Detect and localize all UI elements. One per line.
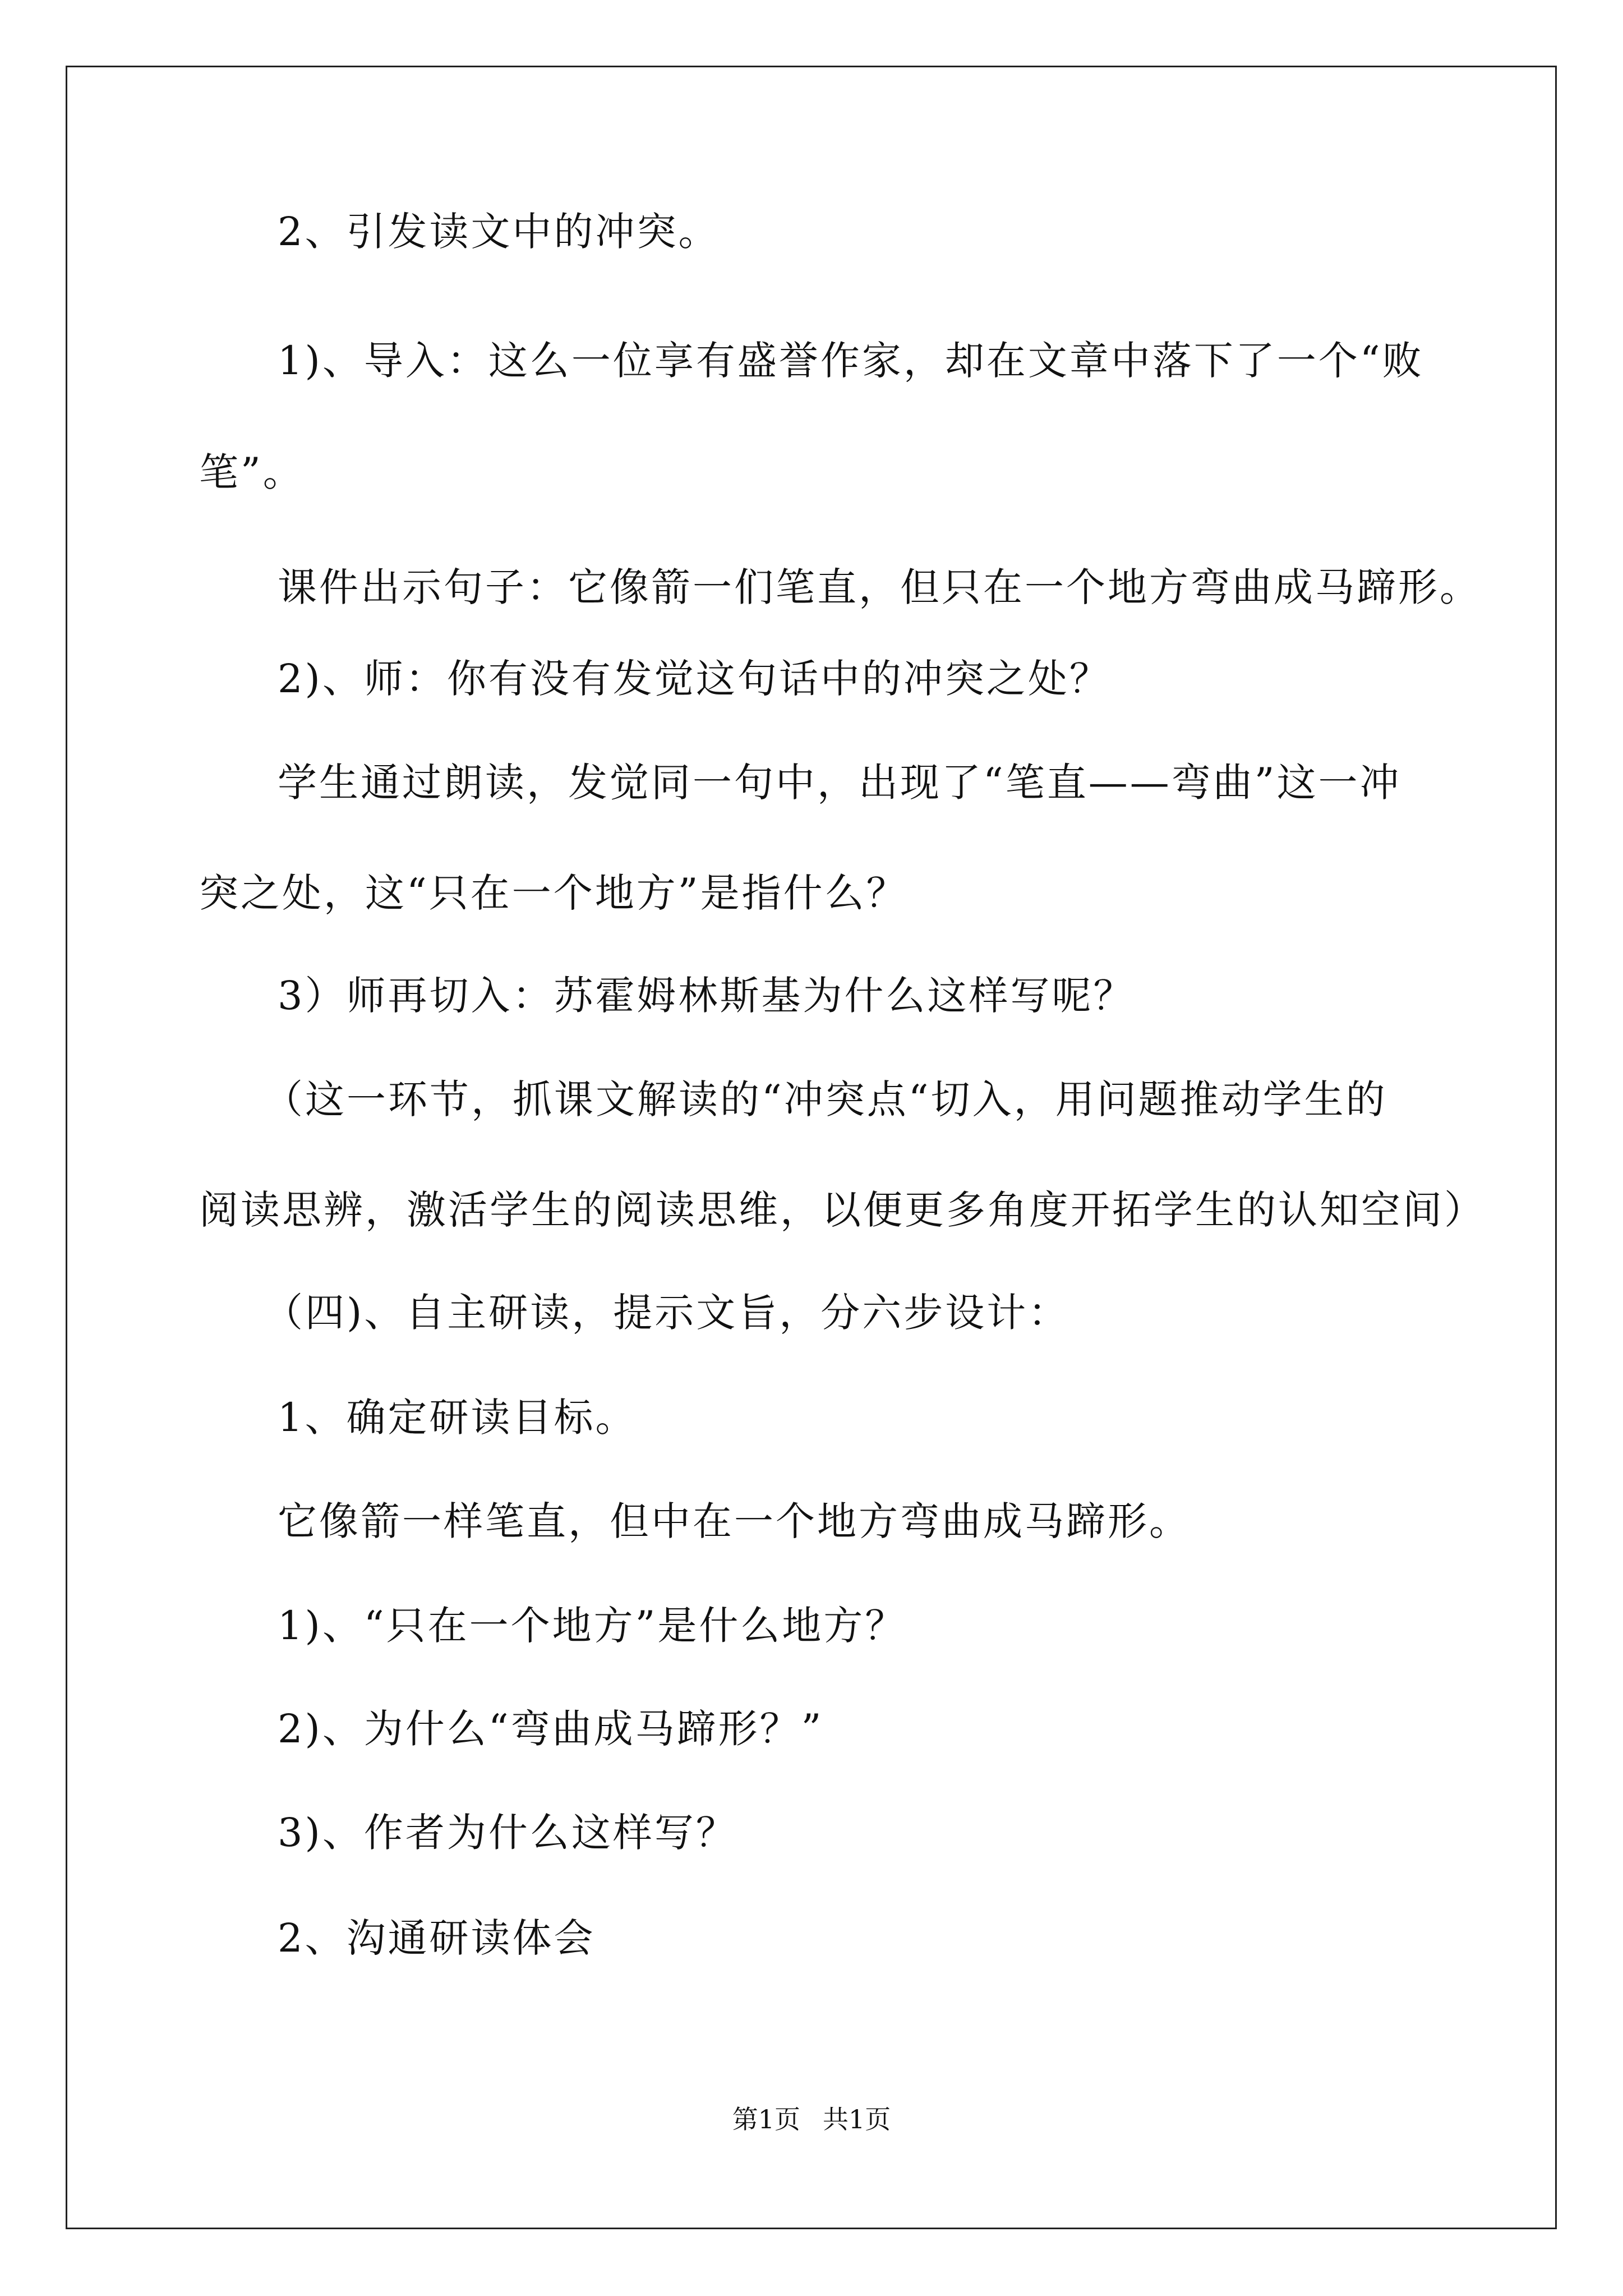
page-footer xyxy=(0,2102,1623,2136)
paragraph-line: （四)、自主研读，提示文旨，分六步设计： xyxy=(264,1290,1070,1336)
page-number: 第1页 xyxy=(732,2104,800,2134)
paragraph-line: 1、确定研读目标。 xyxy=(278,1395,637,1441)
paragraph-line: 2、引发读文中的冲突。 xyxy=(278,209,720,255)
paragraph-line: 2、沟通研读体会 xyxy=(278,1915,596,1961)
paragraph-line: （这一环节，抓课文解读的“冲突点“切入，用问题推动学生的 xyxy=(264,1076,1387,1122)
paragraph-line: 阅读思辨，激活学生的阅读思维，以便更多角度开拓学生的认知空间） xyxy=(199,1187,1486,1233)
paragraph-line: 学生通过朗读，发觉同一句中，出现了“笔直——弯曲”这一冲 xyxy=(278,760,1401,806)
paragraph-line: 突之处，这“只在一个地方”是指什么？ xyxy=(199,870,908,916)
paragraph-line: 它像箭一样笔直，但中在一个地方弯曲成马蹄形。 xyxy=(278,1498,1191,1544)
paragraph-line: 2)、师：你有没有发觉这句话中的冲突之处？ xyxy=(278,656,1111,702)
page-border xyxy=(66,66,1557,2229)
paragraph-line: 课件出示句子：它像箭一们笔直，但只在一个地方弯曲成马蹄形。 xyxy=(278,564,1481,610)
paragraph-line: 2)、为什么“弯曲成马蹄形？” xyxy=(278,1706,824,1752)
page-total: 共1页 xyxy=(823,2104,891,2134)
paragraph-line: 3)、作者为什么这样写？ xyxy=(278,1810,737,1856)
paragraph-line: 1)、“只在一个地方”是什么地方？ xyxy=(278,1603,907,1649)
paragraph-line: 1)、导入：这么一位享有盛誉作家，却在文章中落下了一个“败 xyxy=(278,338,1424,384)
paragraph-line: 3）师再切入：苏霍姆林斯基为什么这样写呢？ xyxy=(278,973,1135,1019)
paragraph-line: 笔”。 xyxy=(199,449,305,495)
